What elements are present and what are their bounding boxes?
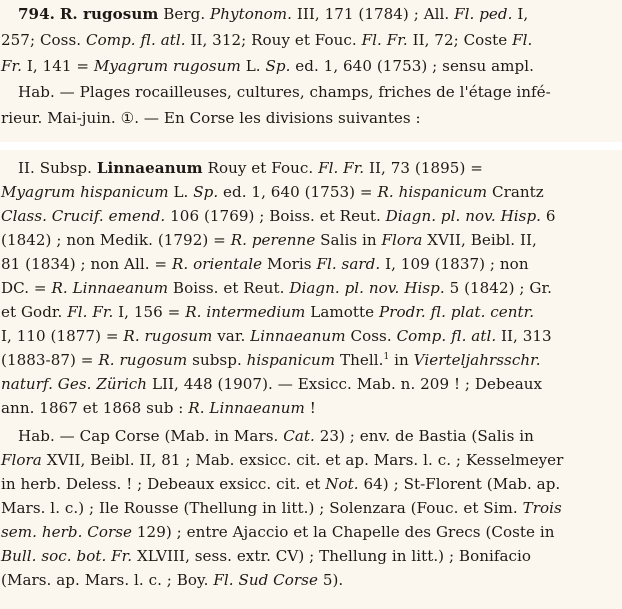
italic-span: hispanicum (246, 351, 336, 369)
italic-span: Myagrum rugosum (93, 57, 241, 75)
text-span: II. Subsp. (18, 159, 92, 177)
text-span: XVII, Beibl. II, 81 ; Mab. exsicc. cit. et ap. Mars. l. c. ; Kesselmeyer (46, 451, 564, 469)
italic-span: Cat. (283, 427, 315, 445)
habitat-line (1, 569, 343, 591)
text-span: I, 141 = (26, 57, 90, 75)
italic-span: naturf. Ges. Zürich (1, 375, 148, 393)
text-span: 106 (1769) ; Boiss. et Reut. (170, 207, 381, 225)
italic-span: Myagrum hispanicum (1, 183, 169, 201)
text-line (1, 349, 541, 371)
italic-span: Bull. soc. bot. Fr. (1, 547, 133, 565)
italic-span: R. perenne (230, 231, 316, 249)
italic-span: Fr. (1, 57, 22, 75)
text-span: Salis in (320, 231, 377, 249)
italic-span: Phytonom. (210, 5, 292, 23)
text-span: II, 73 (1895) = (369, 159, 483, 177)
text-span: 129) ; entre Ajaccio et la Chapelle des Grecs (Coste in (136, 523, 555, 541)
italic-span: Sp. (265, 57, 291, 75)
text-span: II, 312; Rouy et Fouc. (190, 31, 357, 49)
text-span: I, 110 (1877) = (1, 327, 119, 345)
text-line (1, 253, 529, 275)
text-span: in (394, 351, 409, 369)
italic-span: Class. Crucif. emend. (1, 207, 166, 225)
section-divider (0, 142, 622, 150)
subspecies-name: Linnaeanum (96, 159, 203, 177)
text-span: 257; Coss. (1, 31, 82, 49)
italic-span: Flora (1, 451, 42, 469)
italic-span: Not. (325, 475, 359, 493)
habitat-line (1, 521, 555, 543)
text-span: DC. = (1, 279, 47, 297)
text-span: (Mars. ap. Mars. l. c. ; Boy. (1, 571, 209, 589)
text-span: ann. 1867 et 1868 sub : (1, 399, 184, 417)
text-span: L. (245, 57, 261, 75)
italic-span: Fl. ped. (454, 5, 513, 23)
text-line (1, 301, 534, 323)
text-span: (1883-87) = (1, 351, 94, 369)
text-span: Berg. (163, 5, 206, 23)
text-span: Boiss. et Reut. (172, 279, 285, 297)
habitat-line: Hab. — Plages rocailleuses, cultures, champs, friches de l'étage infé- (18, 83, 551, 101)
text-span: II, 313 (501, 327, 552, 345)
text-span: Moris (267, 255, 312, 273)
italic-span: R. intermedium (185, 303, 306, 321)
italic-span: Flora (381, 231, 423, 249)
italic-span: R. rugosum (123, 327, 213, 345)
italic-span: R. rugosum (98, 351, 188, 369)
italic-span: Fl. Sud Corse (213, 571, 318, 589)
text-span: 64) ; St-Florent (Mab. ap. (363, 475, 561, 493)
text-span: III, 171 (1784) ; All. (296, 5, 450, 23)
italic-span: Fl. (512, 31, 533, 49)
text-span: XVII, Beibl. II, (427, 231, 537, 249)
text-span: 23) ; env. de Bastia (Salis in (319, 427, 534, 445)
text-span: I, (517, 5, 529, 23)
habitat-line: rieur. Mai-juin. ①. — En Corse les divisions suivantes : (1, 109, 421, 127)
habitat-line (1, 545, 531, 567)
text-line (1, 55, 534, 77)
text-span: Crantz (491, 183, 544, 201)
text-span: II, 72; Coste (412, 31, 508, 49)
habitat-line (1, 449, 563, 471)
text-span: var. (217, 327, 246, 345)
text-span: LII, 448 (1907). — Exsicc. Mab. n. 209 ! ; Debeaux (151, 375, 543, 393)
italic-span: Prodr. fl. plat. centr. (379, 303, 535, 321)
text-line (18, 157, 483, 179)
text-span: et Godr. (1, 303, 63, 321)
italic-span: Fl. Fr. (318, 159, 365, 177)
text-span: Mars. l. c.) ; Ile Rousse (Thellung in litt.) ; Solenzara (Fouc. et Sim. (1, 499, 518, 517)
text-span: ed. 1, 640 (1753) = (223, 183, 373, 201)
text-line (1, 397, 316, 419)
italic-span: Fl. sard. (316, 255, 381, 273)
italic-span: R. orientale (171, 255, 263, 273)
habitat-line (1, 497, 562, 519)
italic-span: Vierteljahrsschr. (413, 351, 541, 369)
text-span: ed. 1, 640 (1753) ; sensu ampl. (295, 57, 534, 75)
text-line (1, 181, 544, 203)
text-span: 81 (1834) ; non All. = (1, 255, 168, 273)
text-line (1, 277, 552, 299)
text-span: Rouy et Fouc. (207, 159, 314, 177)
text-span: Lamotte (310, 303, 375, 321)
habitat-line (1, 473, 560, 495)
text-line (1, 29, 532, 51)
text-span: 5 (1842) ; Gr. (449, 279, 552, 297)
italic-span: R. hispanicum (377, 183, 488, 201)
text-span: 6 (545, 207, 556, 225)
text-span: Hab. — Cap Corse (Mab. in Mars. (18, 427, 279, 445)
text-line (1, 373, 542, 395)
italic-span: Diagn. pl. nov. Hisp. (289, 279, 445, 297)
text-line (1, 205, 556, 227)
text-span: 5). (322, 571, 344, 589)
text-span: subsp. (192, 351, 242, 369)
italic-span: Comp. fl. atl. (396, 327, 497, 345)
italic-span: R. Linnaeanum (51, 279, 169, 297)
text-line (1, 325, 552, 347)
subspecies-block (0, 150, 622, 609)
italic-span: Diagn. pl. nov. Hisp. (385, 207, 542, 225)
text-line (18, 3, 528, 25)
italic-span: Sp. (193, 183, 219, 201)
taxon-name: R. rugosum (59, 5, 159, 23)
italic-span: Fl. Fr. (67, 303, 114, 321)
entry-number: 794. (18, 5, 55, 23)
italic-span: Trois (522, 499, 562, 517)
text-span: I, 109 (1837) ; non (385, 255, 529, 273)
text-span: I, 156 = (118, 303, 181, 321)
italic-span: Fl. Fr. (361, 31, 408, 49)
footnote-marker: 1 (383, 351, 390, 362)
text-span: in herb. Deless. ! ; Debeaux exsicc. cit. et (1, 475, 321, 493)
text-span: Thell. (340, 351, 384, 369)
text-line (1, 229, 537, 251)
text-span: ! (309, 399, 316, 417)
habitat-line (18, 425, 534, 447)
text-span: L. (173, 183, 189, 201)
text-span: Coss. (350, 327, 392, 345)
italic-span: R. Linnaeanum (188, 399, 305, 417)
italic-span: Comp. fl. atl. (85, 31, 186, 49)
text-span: XLVIII, sess. extr. CV) ; Thellung in litt.) ; Bonifacio (137, 547, 532, 565)
text-span: (1842) ; non Medik. (1792) = (1, 231, 226, 249)
entry-794-block (0, 0, 622, 142)
italic-span: sem. herb. Corse (1, 523, 133, 541)
italic-span: Linnaeanum (250, 327, 346, 345)
